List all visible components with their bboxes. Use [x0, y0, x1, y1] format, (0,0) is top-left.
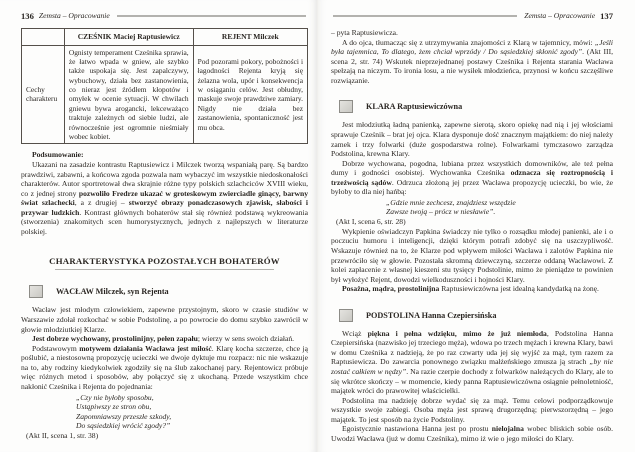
intro-paragraph: A do ojca, tłumacząc się z utrzymywania znajomości z Klarą w tajemnicy, mówi: „Jeśli była tajemnica, To dlatego, żem chciał wprzódy / Do sąsiedzkiej skłonić zgody”. (Akt III, scena 2, str. 74) Wskutek nieprzejednanej postawy Cześnika i Rejenta starania Wacława spełzają na niczym. To ironia losu, a nie wysiłek młodzieńca, przynosi w końcu szczęśliwe rozwiązanie.	[331, 37, 614, 85]
podstolina-paragraph-3: Egoistycznie nastawiona Hanna jest po prostu nielojalna wobec bliskich sobie osób. Uwodzi Wacława (już w domu Cześnika), mimo iż wie o jego miłości do Klary.	[331, 424, 613, 443]
summary-paragraph: Ukazani na zasadzie kontrastu Raptusiewicz i Milczek tworzą wspaniałą parę. Są bardzo prawdziwi, zabawni, a końcowa zgoda pozwala nam wybaczyć im wszystkie niedoskonałości charakterów. Autor sportretował dwa skrajnie różne typy polskich szlachciców XVIII wieku, co z jednej strony pozwoliło Fredrze ukazać w groteskowym zwierciadle ginący, barwny świat szlachecki, a z drugiej – stworzyć obrazy ponadczasowych zjawisk, słabości i przywar ludzkich. Kontrast głównych bohaterów stał się również podstawą wykreowania (stworzenia) znakomitych scen humorystycznych, jednych z najlepszych w literaturze polskiej.	[21, 159, 308, 236]
running-title: Zemsta – Opracowanie	[524, 11, 596, 20]
subsection-title: KLARA Raptusiewiczówna	[366, 102, 463, 112]
subsection-title: WACŁAW Milczek, syn Rejenta	[56, 287, 169, 297]
header-rule	[117, 15, 306, 17]
quote-source: (Akt I, scena 6, str. 28)	[336, 217, 406, 226]
subsection-heading-podstolina	[339, 309, 613, 322]
page-136	[0, 0, 317, 452]
character-comparison-table	[21, 28, 308, 144]
klara-paragraph-4: Posażna, mądra, prostolinijna Raptusiewiczówna jest idealną kandydatką na żonę.	[342, 284, 599, 294]
page-137	[317, 0, 634, 452]
waclaw-paragraph-3: Podstawowym motywem działania Wacława jest miłość. Klarę kocha szczerze, chce ją poślubić, a niestosowną propozycję ucieczki we dwoje dyktuje mu rozpacz: nic nie wskazuje na to, aby rodziny kiedykolwiek zgodziły się na ślub zakochanej pary. Rejentowicz próbuje więc różnych metod i sposobów, aby połączyć się z ukochaną. Przede wszystkim chce nakłonić Cześnika i Rejenta do pojednania:	[21, 343, 308, 391]
podstolina-paragraph-2: Podstolina ma nadzieję dobrze wydać się za mąż. Temu celowi podporządkowuje wszystkie swoje zabiegi. Osoba męża jest sprawą drugorzędną; pierwszorzędną – jego majątek. To jest sposób na życie Podstoliny.	[331, 395, 613, 424]
subsection-heading-klara	[339, 100, 613, 113]
running-title: Zemsta – Opracowanie	[38, 11, 110, 20]
header-rule	[333, 15, 517, 17]
summary-label: Podsumowanie:	[32, 150, 84, 160]
page-number: 136	[21, 10, 34, 21]
subsection-heading-waclaw	[29, 285, 308, 298]
section-marker-icon	[29, 285, 43, 298]
section-title: CHARAKTERYSTYKA POZOSTAŁYCH BOHATERÓW	[49, 256, 280, 267]
waclaw-paragraph-1: Wacław jest młodym człowiekiem, zapewne przystojnym, skoro w czasie studiów w Warszawie zdołał rozkochać w sobie Podstolinę, a po powrocie do domu szybko zawrócił w głowie młodziutkiej Klarze.	[21, 305, 308, 334]
verse-quote-klara: „Gdzie mnie zechcesz, znajdziesz wszędzie Zawsze twoją – prócz w niesławie”.	[386, 197, 516, 217]
page-header-right	[331, 10, 613, 21]
verse-quote-waclaw: „Czy nie byłoby sposobu, Ustąpiwszy ze stron obu, Zapomniawszy przeszłe szkody, Do sąsiedzkiej wrócić zgody?”	[76, 392, 172, 431]
page-header-left	[21, 10, 308, 21]
intro-line: – pyta Raptusiewicza.	[331, 28, 398, 37]
table-corner-cell	[22, 29, 65, 46]
table-cell-czesnik: Ognisty temperament Cześnika sprawia, że łatwo wpada w gniew, ale szybko także uspokaja się. Jest zapalczywy, wybuchowy, działa bez zastanowienia, co nieraz jest źródłem kłopotów i omyłek w ocenie sytuacji. W chwilach gniewu bywa arogancki, lekceważąco traktuje zależnych od siebie ludzi, ale równocześnie jest ogromnie nieśmiały wobec kobiet.	[64, 45, 193, 144]
table-header-czesnik: CZEŚNIK Maciej Raptusiewicz	[64, 29, 193, 46]
table-header-row	[22, 29, 308, 46]
klara-paragraph-1: Jest młodziutką ładną panienką, zapewne sierotą, skoro opiekę nad nią i jej włościami sprawuje Cześnik – brat jej ojca. Klara dysponuje dość znacznym majątkiem: do niej należy zamek i trzy folwarki (duże gospodarstwa rolne). Folwarkami tymczasowo zarządza Podstolina, krewna Klary.	[331, 120, 613, 159]
table-cell-rejent: Pod pozorami pokory, pobożności i łagodności Rejenta kryją się żelazna wola, upór i konsekwencja w osiąganiu celów. Jest obłudny, maskuje swoje prawdziwe zamiary. Nigdy nie działa bez zastanowienia, spontaniczność jest mu obca.	[193, 45, 307, 144]
waclaw-paragraph-2: Jest dobrze wychowany, prostolinijny, pełen zapału; wierzy w sens swoich działań.	[32, 334, 295, 344]
section-title-rule	[55, 269, 273, 270]
page-number: 137	[600, 10, 613, 21]
subsection-title: PODSTOLINA Hanna Czepiersińska	[366, 310, 497, 320]
section-marker-icon	[339, 309, 353, 322]
section-marker-icon	[339, 100, 353, 113]
podstolina-paragraph-1: Wciąż piękna i pełna wdzięku, mimo że już niemłoda, Podstolina Hanna Czepiersińska (nazwisko jej trzeciego męża), wdowa po trzech mężach i krewna Klary, bawi w domu Cześnika z nadzieją, że po raz czwarty uda jej się wyjść za mąż, tym razem za Raptusiewicza. Do zawarcia ponownego związku małżeńskiego zmusza ją strach „by nie zostać całkiem w nędzy”. Na razie czerpie dochody z folwarków należących do Klary, ale to się wkrótce skończy – w momencie, kiedy panna Raptusiewiczówna osiągnie pełnoletniość, majątek wróci do prawowitej właścicielki.	[331, 328, 613, 396]
klara-paragraph-2: Dobrze wychowana, pogodna, lubiana przez wszystkich domowników, ale też pełna dumy i godności osobistej. Wychowanka Cześnika odznacza się roztropnością i trzeźwością sądów. Odrzuca złożoną jej przez Wacława propozycję ucieczki, bo wie, że byłoby to dla niej hańbą:	[331, 158, 614, 197]
quote-source: (Akt II, scena 1, str. 38)	[26, 430, 99, 440]
table-row-character-traits	[22, 45, 308, 144]
table-header-rejent: REJENT Milczek	[193, 29, 307, 46]
klara-paragraph-3: Wykpienie oświadczyn Papkina świadczy nie tylko o rozsądku młodej panienki, ale i o poczuciu humoru i inteligencji, dzięki którym potrafi zdobyć się na uszczypliwość. Wskazuje również na to, że Klarze pod wpływem miłości Wacława i zalotów Papkina nie przewróciło się w głowie. Pozostała skromną dziewczyną, szczerze oddaną Wacławowi. Z kolei zapłacenie z własnej kieszeni stu tysięcy Podstolinie, mimo że pieniądze te powinien był wyłożyć Rejent, dowodzi wielkoduszności i hojności Klary.	[331, 226, 613, 284]
table-row-label: Cechy charakteru	[22, 45, 65, 144]
